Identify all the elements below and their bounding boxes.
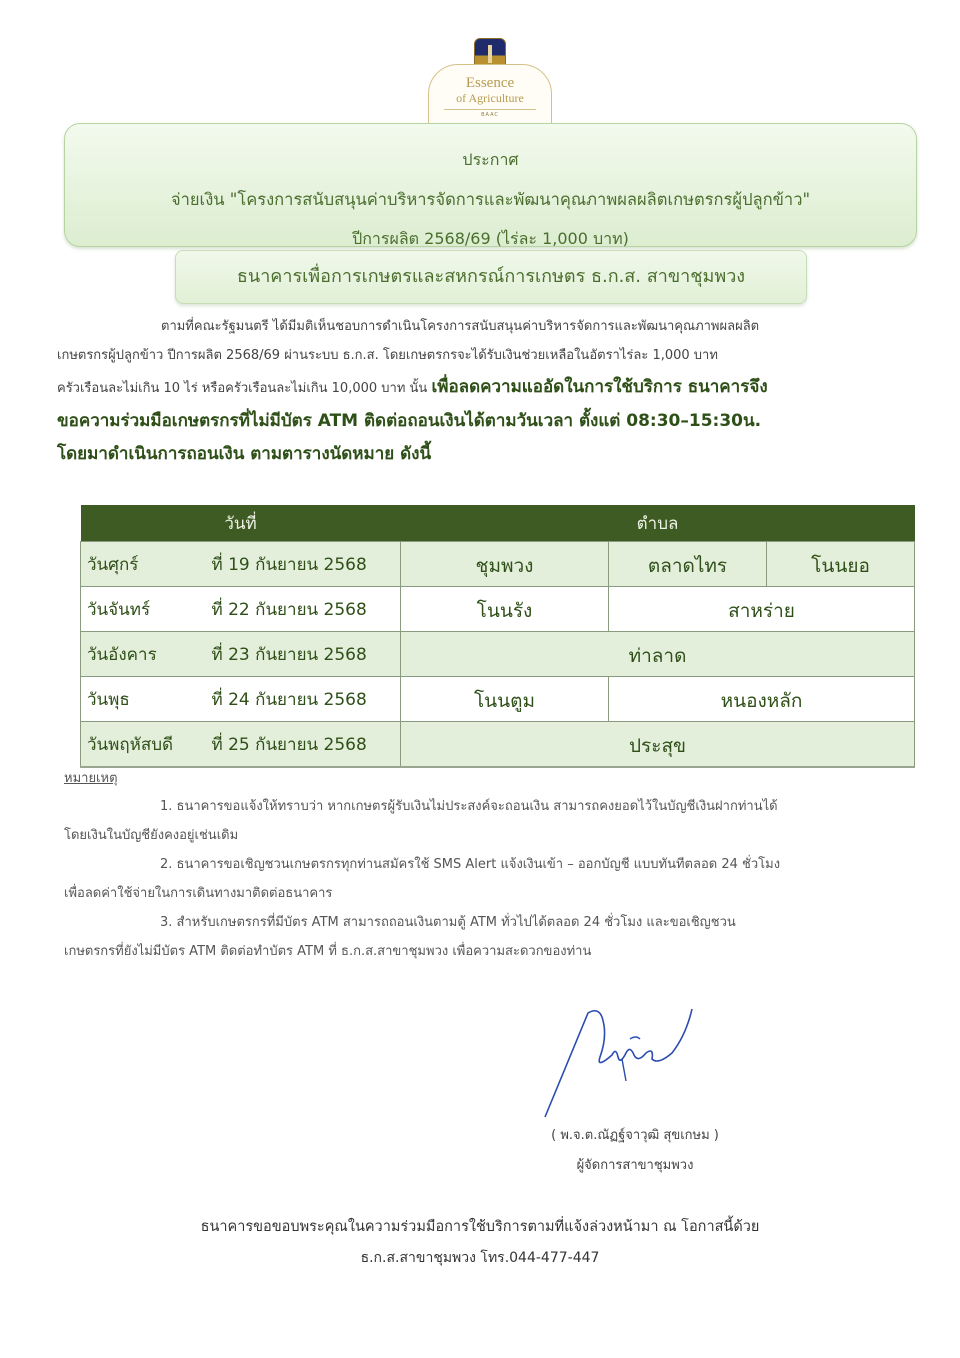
announcement-title-box [64, 123, 917, 247]
intro-line-3 [57, 370, 917, 404]
intro-line-5: โดยมาดำเนินการถอนเงิน ตามตารางนัดหมาย ดังนี้ [57, 444, 432, 464]
bank-name: ธนาคารเพื่อการเกษตรและสหกรณ์การเกษตร ธ.ก.ส. สาขาชุมพวง [236, 266, 746, 287]
announcement-year: ปีการผลิต 2568/69 (ไร่ละ 1,000 บาท) [352, 229, 629, 248]
row-day: วันจันทร์ [81, 587, 206, 632]
row-subdistrict: ท่าลาด [401, 632, 915, 677]
row-subdistrict: โนนรัง [401, 587, 609, 632]
table-row [81, 632, 915, 677]
header-date: วันที่ [81, 505, 401, 542]
row-day: วันพุธ [81, 677, 206, 722]
intro-line-1: ตามที่คณะรัฐมนตรี ได้มีมติเห็นชอบการดำเนินโครงการสนับสนุนค่าบริหารจัดการและพัฒนาคุณภาพผลผลิต [161, 319, 760, 334]
notes-heading: หมายเหตุ [64, 771, 118, 786]
note-3-line-1: 3. สำหรับเกษตรกรที่มีบัตร ATM สามารถถอนเงินตามตู้ ATM ทั่วไปได้ตลอด 24 ชั่วโมง และขอเชิญชวน [160, 915, 736, 930]
row-subdistrict: ตลาดไทร [609, 542, 767, 587]
bank-name-box [175, 250, 807, 304]
signatory-name: ( พ.จ.ต.ณัฏฐ์จาวุฒิ สุขเกษม ) [551, 1128, 719, 1143]
row-day: วันพฤหัสบดี [81, 722, 206, 768]
announcement-heading: ประกาศ [462, 150, 519, 169]
intro-paragraph [57, 312, 917, 470]
note-1-line-1: 1. ธนาคารขอแจ้งให้ทราบว่า หากเกษตรผู้รับเงินไม่ประสงค์จะถอนเงิน สามารถคงยอดไว้ในบัญชีเงินฝากท่านได้ [160, 799, 778, 814]
note-3-line-2: เกษตรกรที่ยังไม่มีบัตร ATM ติดต่อทำบัตร ATM ที่ ธ.ก.ส.สาขาชุมพวง เพื่อความสะดวกของท่าน [64, 944, 592, 959]
row-subdistrict: ชุมพวง [401, 542, 609, 587]
signature-icon [540, 995, 720, 1125]
intro-line-3-normal: ครัวเรือนละไม่เกิน 10 ไร่ หรือครัวเรือนละไม่เกิน 10,000 บาท นั้น [57, 381, 432, 396]
row-subdistrict: หนองหลัก [609, 677, 915, 722]
signatory-title: ผู้จัดการสาขาชุมพวง [576, 1158, 694, 1173]
footer-contact: ธ.ก.ส.สาขาชุมพวง โทร.044-477-447 [360, 1250, 600, 1266]
table-header-row [81, 505, 915, 542]
row-day: วันศุกร์ [81, 542, 206, 587]
table-row [81, 542, 915, 587]
withdrawal-schedule-table [80, 505, 915, 768]
bank-logo [424, 34, 554, 130]
row-day: วันอังคาร [81, 632, 206, 677]
row-date: ที่ 25 กันยายน 2568 [206, 722, 401, 768]
logo-tagline: BAAC [444, 109, 536, 118]
logo-frame [428, 64, 552, 132]
intro-line-4: ขอความร่วมมือเกษตรกรที่ไม่มีบัตร ATM ติดต่อถอนเงินได้ตามวันเวลา ตั้งแต่ 08:30–15:30น. [57, 411, 762, 431]
row-date: ที่ 24 กันยายน 2568 [206, 677, 401, 722]
intro-line-2: เกษตรกรผู้ปลูกข้าว ปีการผลิต 2568/69 ผ่านระบบ ธ.ก.ส. โดยเกษตรกรจะได้รับเงินช่วยเหลือในอัตราไร่ละ 1,000 บาท [57, 348, 718, 363]
row-date: ที่ 22 กันยายน 2568 [206, 587, 401, 632]
footer-thanks: ธนาคารขอขอบพระคุณในความร่วมมือการใช้บริการตามที่แจ้งล่วงหน้ามา ณ โอกาสนี้ด้วย [200, 1219, 760, 1235]
note-2-line-1: 2. ธนาคารขอเชิญชวนเกษตรกรทุกท่านสมัครใช้ SMS Alert แจ้งเงินเข้า – ออกบัญชี แบบทันทีตลอด 24 ชั่วโมง [160, 857, 781, 872]
logo-line-1: Essence [465, 75, 515, 91]
row-subdistrict: สาหร่าย [609, 587, 915, 632]
row-subdistrict: โนนตูม [401, 677, 609, 722]
intro-line-3-bold: เพื่อลดความแออัดในการใช้บริการ ธนาคารจึง [431, 377, 768, 397]
notes-section [64, 766, 916, 966]
note-1-line-2: โดยเงินในบัญชียังคงอยู่เช่นเดิม [64, 828, 239, 843]
table-row [81, 677, 915, 722]
table-row [81, 587, 915, 632]
logo-line-2: of Agriculture [456, 91, 524, 105]
row-subdistrict: โนนยอ [767, 542, 915, 587]
announcement-subtitle: จ่ายเงิน "โครงการสนับสนุนค่าบริหารจัดการและพัฒนาคุณภาพผลผลิตเกษตรกรผู้ปลูกข้าว" [170, 190, 811, 209]
header-subdistrict: ตำบล [401, 505, 915, 542]
note-2-line-2: เพื่อลดค่าใช้จ่ายในการเดินทางมาติดต่อธนาคาร [64, 886, 333, 901]
row-subdistrict: ประสุข [401, 722, 915, 768]
row-date: ที่ 19 กันยายน 2568 [206, 542, 401, 587]
row-date: ที่ 23 กันยายน 2568 [206, 632, 401, 677]
table-row [81, 722, 915, 768]
